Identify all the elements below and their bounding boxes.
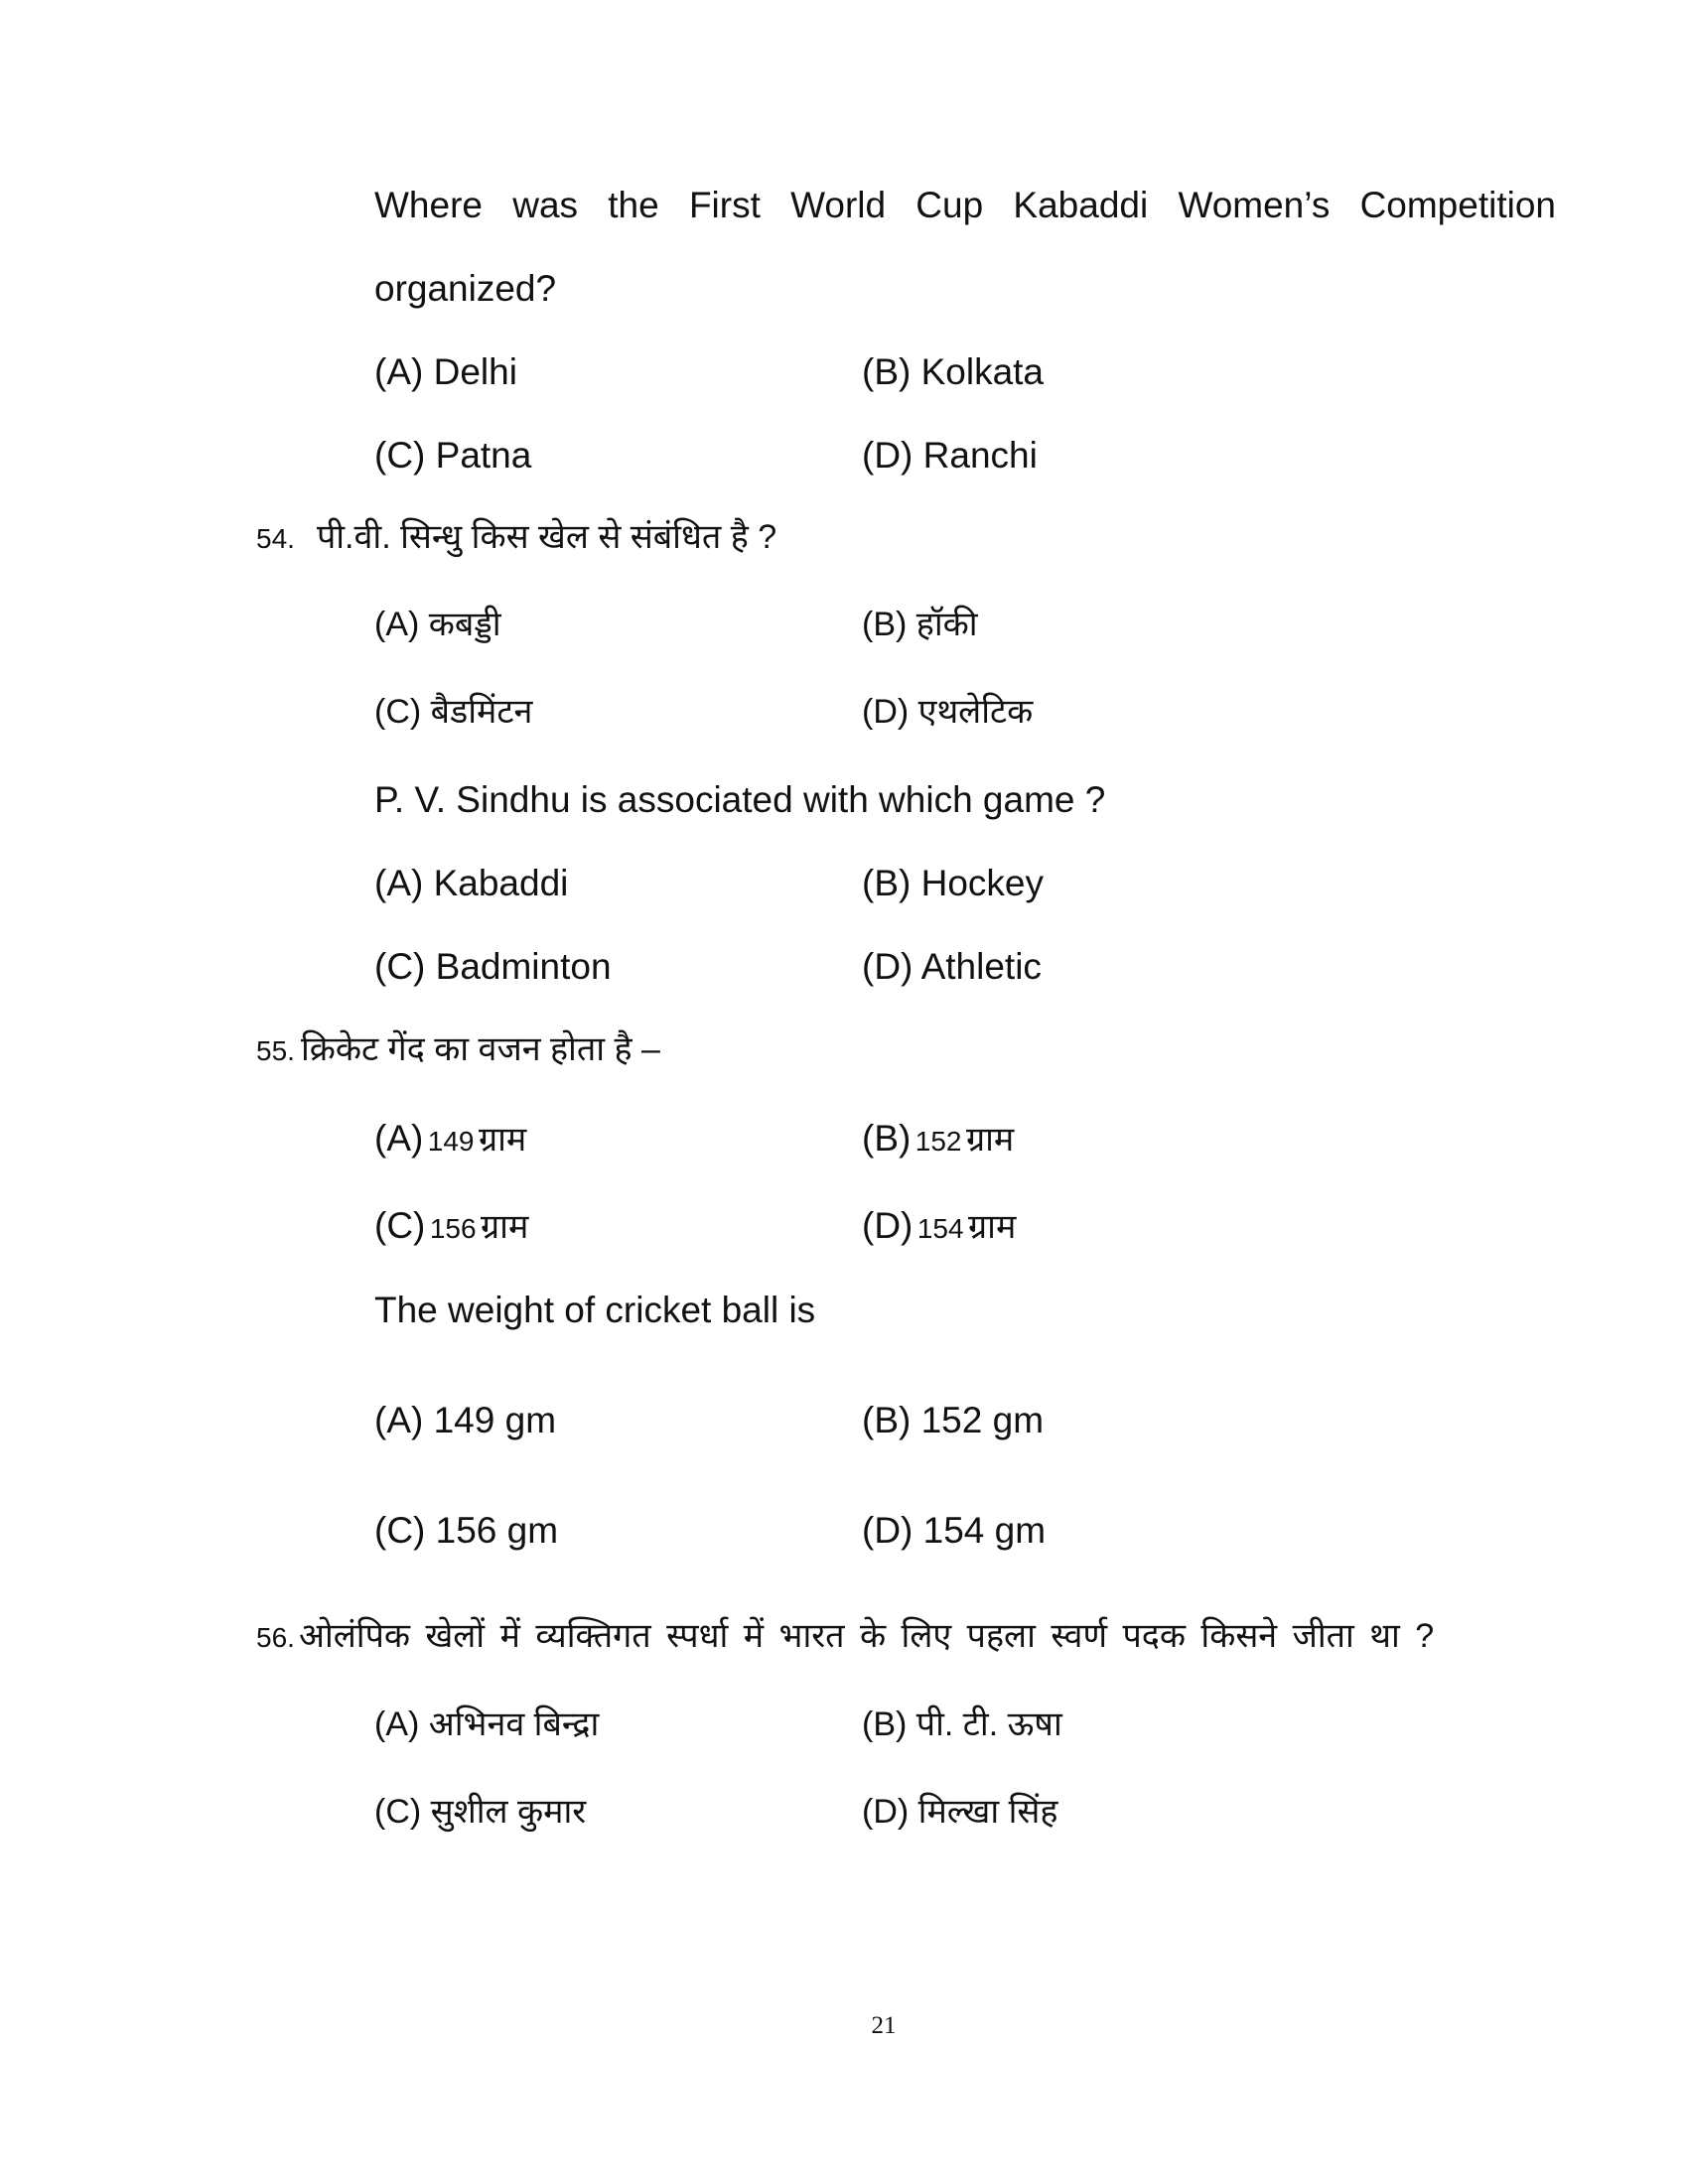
word: Where xyxy=(374,185,483,225)
option-unit: ग्राम xyxy=(965,1121,1015,1159)
q53-option-b: (B) Kolkata xyxy=(862,351,1045,392)
word: Cup xyxy=(915,185,984,225)
q54-hindi-option-d: (D) एथलेटिक xyxy=(862,693,1034,731)
q55-option-a: (A) 149 gm xyxy=(374,1400,557,1440)
q55-hindi-question: क्रिकेट गेंद का वजन होता है – xyxy=(300,1030,660,1068)
word: Kabaddi xyxy=(1013,185,1149,225)
word: First xyxy=(688,185,761,225)
q56-hindi-option-d: (D) मिल्खा सिंह xyxy=(862,1793,1058,1831)
q54-english-question: P. V. Sindhu is associated with which game ? xyxy=(374,779,1106,820)
word: Women’s xyxy=(1178,185,1331,225)
q55-hindi-option-c xyxy=(374,1207,528,1244)
option-unit: ग्राम xyxy=(478,1121,527,1159)
q56-hindi-option-b: (B) पी. टी. ऊषा xyxy=(862,1706,1062,1743)
q55-hindi-option-a xyxy=(374,1120,526,1157)
option-number: 149 xyxy=(427,1126,475,1157)
q55-option-c: (C) 156 gm xyxy=(374,1510,559,1551)
q53-option-c: (C) Patna xyxy=(374,435,532,476)
option-label: (D) xyxy=(862,1205,914,1246)
word: was xyxy=(512,185,579,225)
q55-option-d: (D) 154 gm xyxy=(862,1510,1047,1551)
option-label: (B) xyxy=(862,1118,912,1159)
q55-hindi-question-row xyxy=(256,1032,660,1066)
q53-option-d: (D) Ranchi xyxy=(862,435,1038,476)
option-unit: ग्राम xyxy=(481,1208,529,1246)
option-number: 154 xyxy=(916,1213,964,1244)
q54-hindi-option-c: (C) बैडमिंटन xyxy=(374,693,533,731)
q55-hindi-option-b xyxy=(862,1120,1014,1157)
q54-hindi-option-a: (A) कबड्डी xyxy=(374,606,501,643)
q56-hindi-question: ओलंपिक खेलों में व्यक्तिगत स्पर्धा में भारत के लिए पहला स्वर्ण पदक किसने जीता था ? xyxy=(298,1617,1435,1655)
question-number: 55. xyxy=(256,1035,295,1066)
q55-hindi-option-d xyxy=(862,1207,1016,1244)
q55-english-question: The weight of cricket ball is xyxy=(374,1290,816,1330)
option-unit: ग्राम xyxy=(968,1208,1017,1246)
option-number: 156 xyxy=(429,1213,477,1244)
q54-hindi-question-row xyxy=(256,520,776,554)
q53-english-question-line2: organized? xyxy=(374,268,557,309)
question-number: 56. xyxy=(256,1622,295,1653)
q56-hindi-option-a: (A) अभिनव बिन्द्रा xyxy=(374,1706,600,1743)
option-number: 152 xyxy=(914,1126,962,1157)
question-number: 54. xyxy=(256,523,295,554)
option-label: (A) xyxy=(374,1118,424,1159)
option-label: (C) xyxy=(374,1205,426,1246)
q53-english-question-line1 xyxy=(374,187,1556,223)
word: the xyxy=(608,185,659,225)
q54-option-a: (A) Kabaddi xyxy=(374,863,569,903)
q54-hindi-question: पी.वी. सिन्धु किस खेल से संबंधित है ? xyxy=(316,518,777,556)
q54-option-d: (D) Athletic xyxy=(862,946,1042,987)
word: Competition xyxy=(1359,185,1556,225)
page-number: 21 xyxy=(871,2012,897,2039)
q53-option-a: (A) Delhi xyxy=(374,351,517,392)
word: World xyxy=(790,185,887,225)
q54-option-b: (B) Hockey xyxy=(862,863,1044,903)
q54-hindi-option-b: (B) हॉकी xyxy=(862,606,978,643)
q54-option-c: (C) Badminton xyxy=(374,946,612,987)
q56-hindi-option-c: (C) सुशील कुमार xyxy=(374,1793,587,1831)
q55-option-b: (B) 152 gm xyxy=(862,1400,1045,1440)
q56-hindi-question-row xyxy=(256,1619,1434,1653)
